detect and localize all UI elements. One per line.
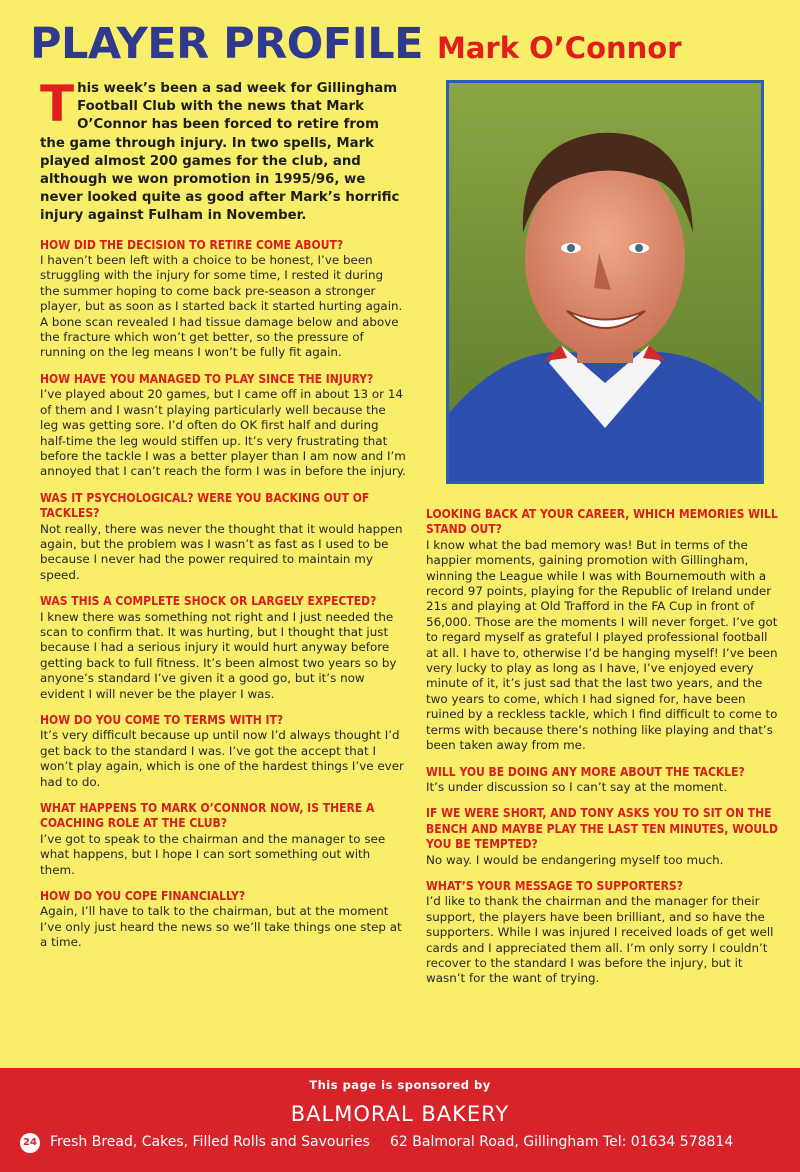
- answer-text: It’s very difficult because up until now I’d always thought I’d get back to the standard I was. I’ve got the accept that I won’t play again, which is one of the hardest things I’ve ever had to do.: [40, 728, 404, 789]
- qa-block: [40, 238, 406, 361]
- intro-paragraph: [40, 75, 406, 226]
- left-column: [40, 75, 406, 962]
- qa-block: [40, 594, 406, 702]
- page-title: PLAYER PROFILE: [30, 19, 423, 69]
- question-heading: WAS IT PSYCHOLOGICAL? WERE YOU BACKING OUT OF TACKLES?: [40, 490, 370, 521]
- answer-text: I know what the bad memory was! But in terms of the happier moments, gaining promotion with Gillingham, winning the League while I was with Bournemouth with a record 97 points, playing for the Republic of Ireland under 21s and playing at Old Trafford in the FA Cup in front of 56,000. Those are the moments I will never forget. I’ve got to regard myself as grateful I played professional football at all. I have to, otherwise I’d be hanging myself! I’ve been very lucky to play as long as I have, I’ve enjoyed every minute of it, it’s just sad that the last two years, and the two years to come, which I had signed for, have been ruined by a reckless tackle, which I find difficult to come to terms with because there’s nothing like playing and that’s been taken away from me.: [426, 537, 778, 753]
- answer-text: It’s under discussion so I can’t say at the moment.: [426, 779, 728, 794]
- player-portrait-illustration: [449, 83, 761, 481]
- question-heading: WAS THIS A COMPLETE SHOCK OR LARGELY EXPECTED?: [40, 594, 377, 609]
- sponsor-name: BALMORAL BAKERY: [290, 1102, 510, 1126]
- question-heading: HOW DID THE DECISION TO RETIRE COME ABOUT?: [40, 237, 344, 252]
- sponsor-products: Fresh Bread, Cakes, Filled Rolls and Savouries: [50, 1134, 370, 1150]
- drop-cap: T: [40, 75, 75, 133]
- qa-block: [40, 491, 406, 583]
- answer-text: Not really, there was never the thought that it would happen again, but the problem was I wasn’t as fast as I used to be because I never had the power required to maintain my speed.: [40, 521, 403, 582]
- question-heading: HOW HAVE YOU MANAGED TO PLAY SINCE THE INJURY?: [40, 371, 374, 386]
- question-heading: IF WE WERE SHORT, AND TONY ASKS YOU TO SIT ON THE BENCH AND MAYBE PLAY THE LAST TEN MINUTES, WOULD YOU BE TEMPTED?: [426, 806, 778, 852]
- qa-block: [40, 713, 406, 790]
- qa-block: [426, 806, 778, 868]
- sponsor-line: This page is sponsored by: [309, 1078, 491, 1092]
- page-number: 24: [20, 1133, 40, 1153]
- page-header: [30, 18, 790, 69]
- question-heading: WHAT’S YOUR MESSAGE TO SUPPORTERS?: [426, 878, 683, 893]
- sponsor-address: 62 Balmoral Road, Gillingham Tel: 01634 578814: [390, 1134, 734, 1150]
- question-heading: HOW DO YOU COME TO TERMS WITH IT?: [40, 713, 284, 727]
- right-column: [426, 507, 778, 998]
- question-heading: WHAT HAPPENS TO MARK O’CONNOR NOW, IS THERE A COACHING ROLE AT THE CLUB?: [40, 801, 375, 831]
- answer-text: I’ve got to speak to the chairman and the manager to see what happens, but I hope I can sort something out with them.: [40, 831, 386, 877]
- qa-block: [426, 765, 778, 796]
- answer-text: I’ve played about 20 games, but I came off in about 13 or 14 of them and I wasn’t playing particularly well because the leg was getting sore. I’d often do OK first half and during half-time the leg would stiffen up. It’s very frustrating that before the tackle I was a better player than I am now and I’m annoyed that I can’t reach the form I was in before the injury.: [40, 387, 406, 479]
- player-photo: [446, 80, 764, 484]
- player-name: Mark O’Connor: [437, 31, 682, 65]
- answer-text: Again, I’ll have to talk to the chairman, but at the moment I’ve only just heard the news so we’ll take things one step at a time.: [40, 904, 402, 950]
- qa-block: [40, 889, 406, 951]
- answer-text: No way. I would be endangering myself too much.: [426, 852, 724, 867]
- answer-text: I’d like to thank the chairman and the manager for their support, the players have been brilliant, and so have the supporters. While I was injured I received loads of get well cards and I appreciated them all. I’m only sorry I couldn’t recover to the standard I was before the injury, but it wasn’t for the want of trying.: [426, 894, 774, 986]
- qa-block: [40, 801, 406, 878]
- qa-block: [40, 372, 406, 480]
- intro-text: his week’s been a sad week for Gillingham Football Club with the news that Mark O’Connor has been forced to retire from the game through injury. In two spells, Mark played almost 200 games for the club, and although we won promotion in 1995/96, we never looked quite as good after Mark’s horrific injury against Fulham in November.: [40, 81, 400, 224]
- question-heading: WILL YOU BE DOING ANY MORE ABOUT THE TACKLE?: [426, 764, 745, 779]
- answer-text: I haven’t been left with a choice to be honest, I’ve been struggling with the injury for some time, I rested it during the summer hoping to come back pre-season a stronger player, but as soon as I started back it started hurting again. A bone scan revealed I had tissue damage below and above the fracture which won’t get better, so the pressure of running on the leg means I won’t be fully fit again.: [40, 253, 403, 360]
- qa-block: [426, 507, 778, 754]
- qa-block: [426, 879, 778, 987]
- question-heading: LOOKING BACK AT YOUR CAREER, WHICH MEMORIES WILL STAND OUT?: [426, 507, 778, 537]
- question-heading: HOW DO YOU COPE FINANCIALLY?: [40, 889, 246, 904]
- sponsor-footer: [0, 1068, 800, 1172]
- answer-text: I knew there was something not right and I just needed the scan to confirm that. It was hurting, but I thought that just because I had a serious injury it would hurt anyway before getting back to full fitness. It’s been almost two years so by anyone’s standard I’ve given it a good go, but it’s now evident I will never be the player I was.: [40, 609, 397, 701]
